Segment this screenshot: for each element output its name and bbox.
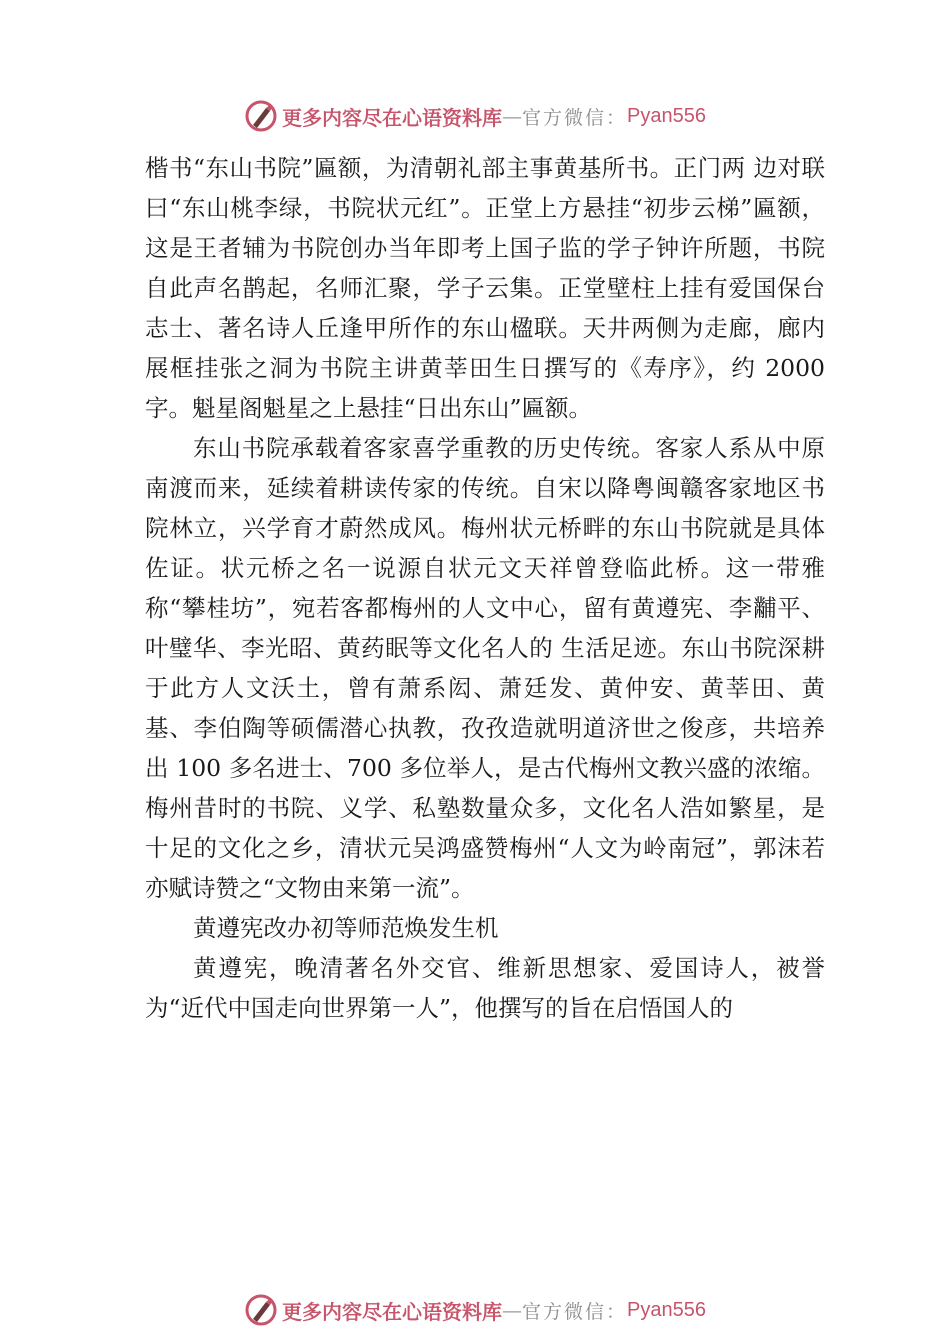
pen-nib-icon bbox=[244, 1293, 278, 1327]
wechat-label: 官方微信： bbox=[522, 106, 628, 129]
pen-nib-icon bbox=[244, 99, 278, 133]
paragraph: 黄遵宪，晚清著名外交官、维新思想家、爱国诗人，被誉为“近代中国走向世界第一人”，他撰写的旨在启悟国人的 bbox=[145, 954, 825, 1022]
wechat-id: Pyan556 bbox=[627, 104, 706, 127]
paragraph: 楷书“东山书院”匾额，为清朝礼部主事黄基所书。正门两 边对联曰“东山桃李绿，书院状元红”。正堂上方悬挂“初步云梯”匾额，这是王者辅为书院创办当年即考上国子监的学子钟许所题，书院自此声名鹊起，名师汇聚，学子云集。正堂壁柱上挂有爱国保台志士、著名诗人丘逢甲所作的东山楹联。天井两侧为走廊，廊内展框挂张之洞为书院主讲黄莘田生日撰写的《寿序》，约 2000 字。魁星阁魁星之上悬挂“日出东山”匾额。 bbox=[145, 154, 825, 422]
footer-banner bbox=[0, 1290, 950, 1330]
wechat-label: 官方微信： bbox=[522, 1300, 628, 1323]
banner-separator: — bbox=[502, 1298, 522, 1322]
header-banner bbox=[0, 96, 950, 136]
banner-separator: — bbox=[502, 104, 522, 128]
wechat-id: Pyan556 bbox=[627, 1298, 706, 1321]
brand-name: 更多内容尽在心语资料库 bbox=[282, 105, 502, 130]
paragraph: 东山书院承载着客家喜学重教的历史传统。客家人系从中原南渡而来，延续着耕读传家的传统。自宋以降粤闽赣客家地区书院林立，兴学育才蔚然成风。梅州状元桥畔的东山书院就是具体佐证。状元桥之名一说源自状元文天祥曾登临此桥。这一带雅称“攀桂坊”，宛若客都梅州的人文中心，留有黄遵宪、李黼平、叶璧华、李光昭、黄药眠等文化名人的 生活足迹。东山书院深耕于此方人文沃土，曾有萧系闳、萧廷发、黄仲安、黄莘田、黄基、李伯陶等硕儒潜心执教，孜孜造就明道济世之俊彦，共培养出 100 多名进士、700 多位举人，是古代梅州文教兴盛的浓缩。梅州昔时的书院、义学、私塾数量众多，文化名人浩如繁星，是十足的文化之乡，清状元吴鸿盛赞梅州“人文为岭南冠”，郭沫若亦赋诗赞之“文物由来第一流”。 bbox=[145, 434, 825, 902]
document-body bbox=[145, 148, 825, 1028]
section-heading: 黄遵宪改办初等师范焕发生机 bbox=[193, 914, 499, 942]
brand-name: 更多内容尽在心语资料库 bbox=[282, 1299, 502, 1324]
